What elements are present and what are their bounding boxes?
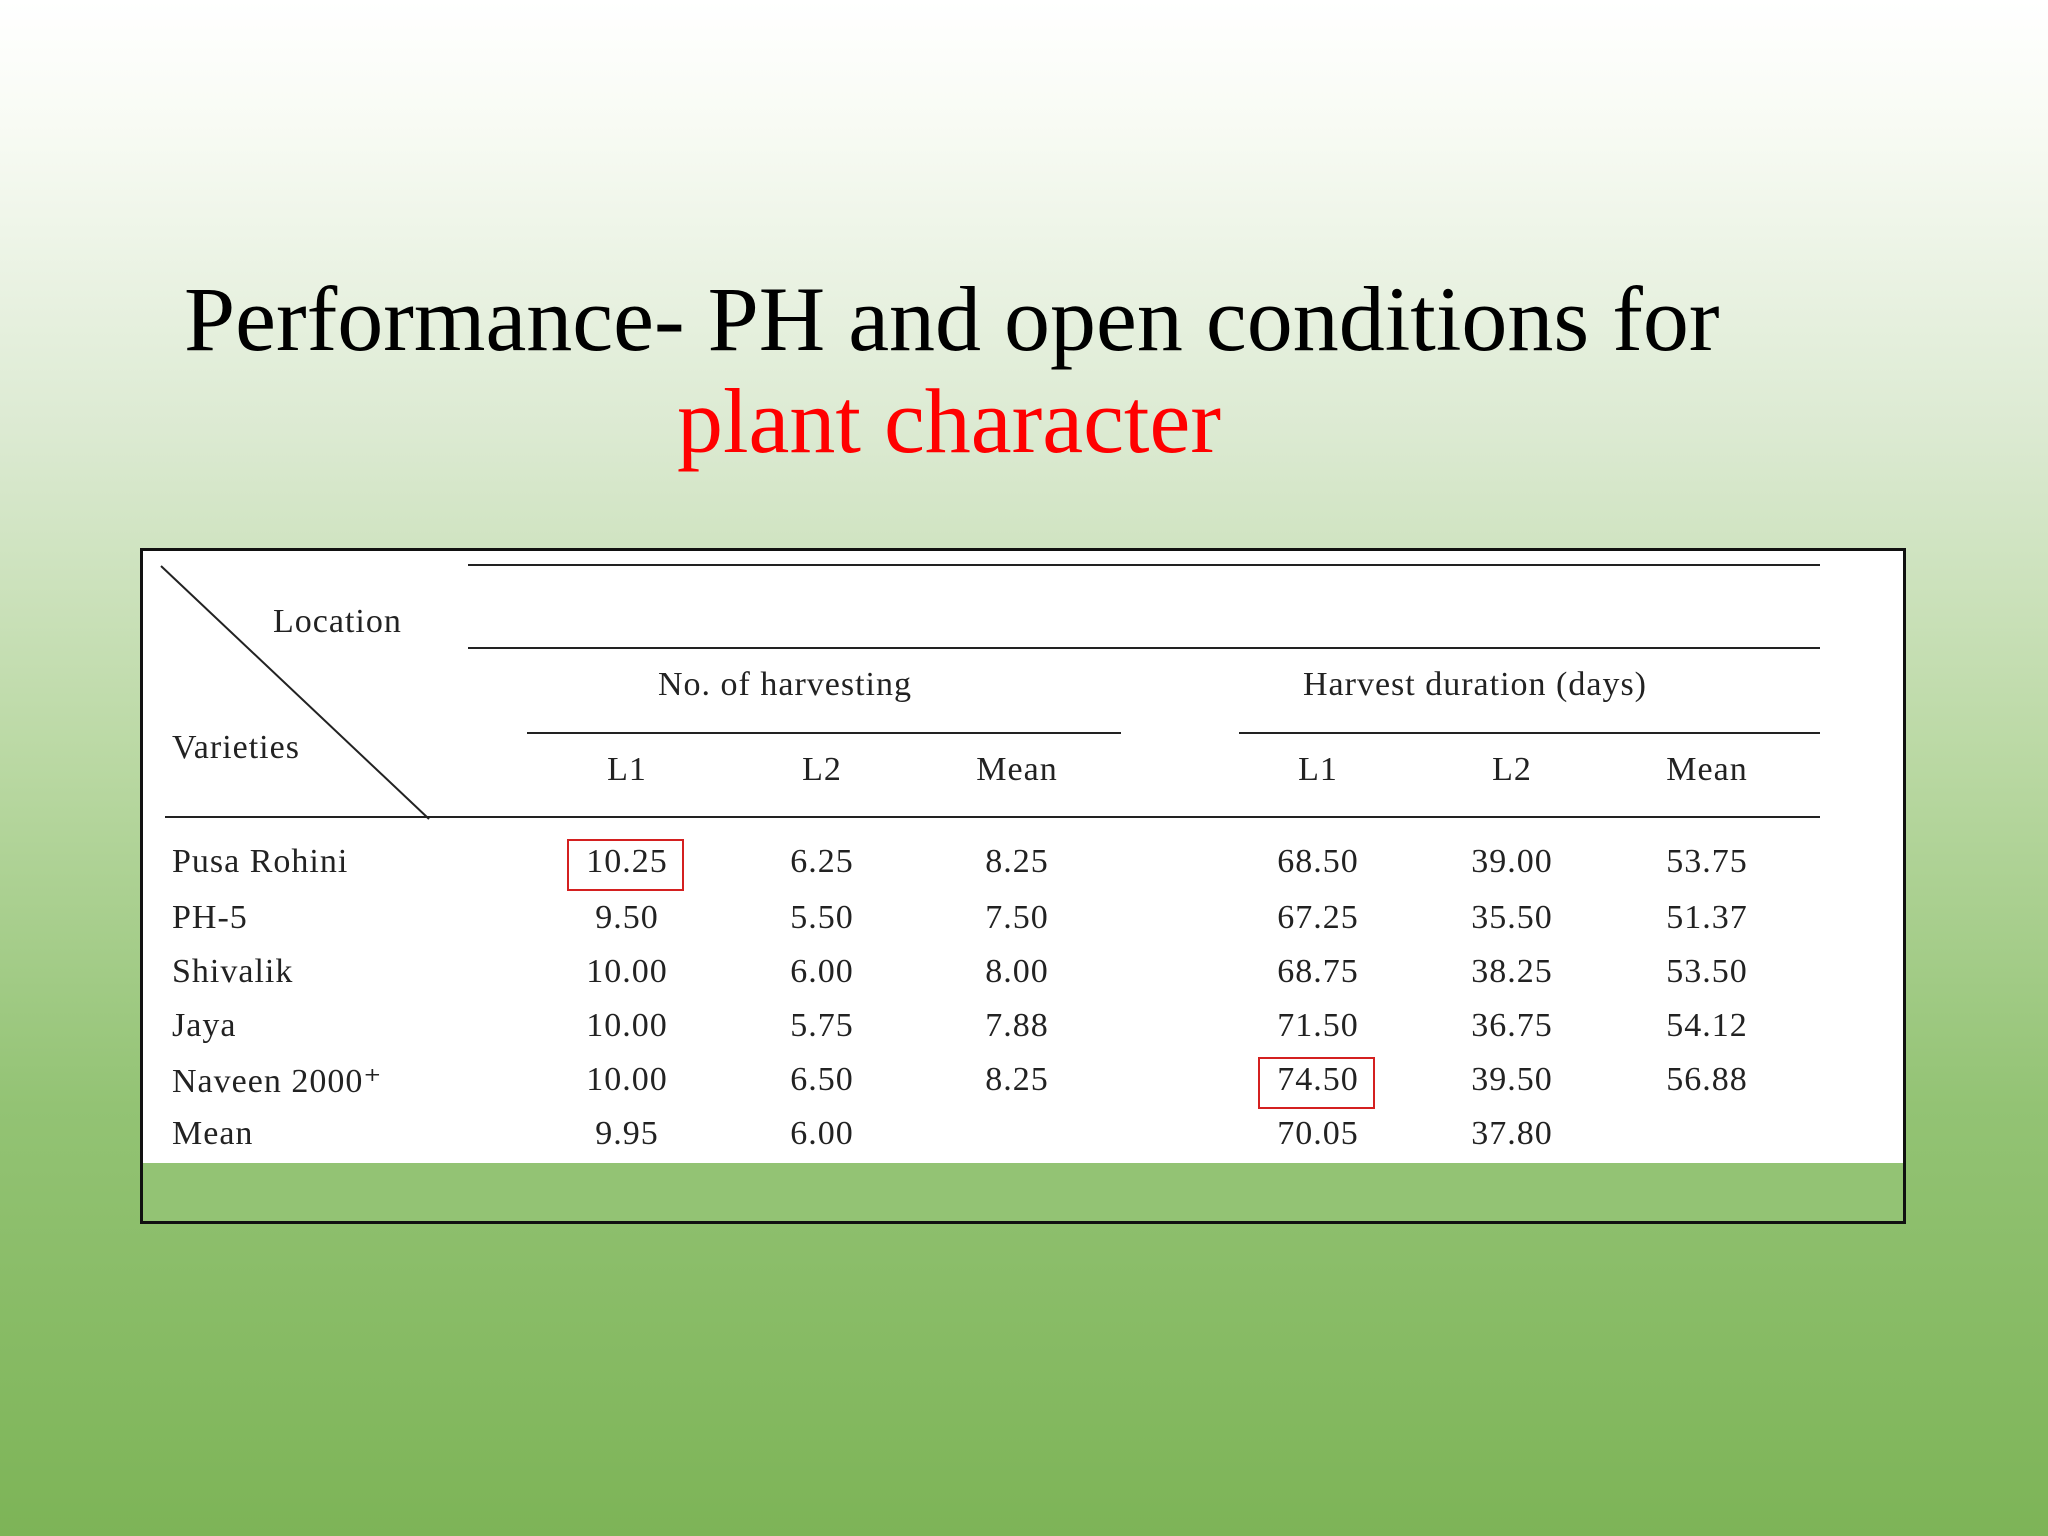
highlight-box [567,839,684,891]
table-cell: 35.50 [1471,899,1553,936]
table-cell: 54.12 [1666,1007,1748,1044]
table-cell: 6.50 [790,1061,854,1098]
table-cell: 36.75 [1471,1007,1553,1044]
column-header-2: Mean [976,751,1058,788]
table-cell: 10.25 [586,843,668,880]
highlight-box [1258,1057,1375,1109]
group-underline-1 [527,732,1121,734]
corner-location-label: Location [273,603,402,640]
table-cell: 10.00 [586,1061,668,1098]
title-line-2: plant character [677,370,1221,472]
header-bottom-rule [165,816,1820,818]
table-cell: 6.00 [790,953,854,990]
column-header-0: L1 [607,751,647,788]
table-cell: 53.50 [1666,953,1748,990]
table-cell: 6.00 [790,1115,854,1152]
table-cell: 5.50 [790,899,854,936]
group-header-duration: Harvest duration (days) [1303,666,1648,703]
corner-varieties-label: Varieties [172,729,300,766]
table-cell: 9.50 [595,899,659,936]
variety-name: Jaya [172,1007,237,1044]
table-cell: 10.00 [586,953,668,990]
variety-name: Pusa Rohini [172,843,349,880]
table-cell: 39.00 [1471,843,1553,880]
data-table [143,551,1903,1163]
table-cell: 70.05 [1277,1115,1359,1152]
table-cell: 68.50 [1277,843,1359,880]
table-cell: 7.50 [985,899,1049,936]
table-cell: 51.37 [1666,899,1748,936]
column-header-4: L2 [1492,751,1532,788]
variety-name: Naveen 2000⁺ [172,1063,383,1100]
variety-name: Mean [172,1115,254,1152]
table-cell: 6.25 [790,843,854,880]
top-rule [468,564,1820,566]
table-cell: 67.25 [1277,899,1359,936]
table-cell: 8.25 [985,1061,1049,1098]
table-cell: 74.50 [1277,1061,1359,1098]
table-cell: 71.50 [1277,1007,1359,1044]
data-table-frame [140,548,1906,1224]
table-cell: 68.75 [1277,953,1359,990]
table-cell: 56.88 [1666,1061,1748,1098]
table-cell: 7.88 [985,1007,1049,1044]
column-header-1: L2 [802,751,842,788]
table-cell: 5.75 [790,1007,854,1044]
variety-name: Shivalik [172,953,294,990]
column-header-5: Mean [1666,751,1748,788]
table-cell: 8.00 [985,953,1049,990]
group-rule [468,647,1820,649]
table-cell: 8.25 [985,843,1049,880]
title-line-1: Performance- PH and open conditions for [184,268,1720,370]
table-cell: 39.50 [1471,1061,1553,1098]
column-header-3: L1 [1298,751,1338,788]
table-cell: 10.00 [586,1007,668,1044]
table-cell: 9.95 [595,1115,659,1152]
table-cell: 53.75 [1666,843,1748,880]
group-underline-2 [1239,732,1820,734]
variety-name: PH-5 [172,899,248,936]
table-cell: 38.25 [1471,953,1553,990]
group-header-harvesting: No. of harvesting [658,666,913,703]
table-cell: 37.80 [1471,1115,1553,1152]
